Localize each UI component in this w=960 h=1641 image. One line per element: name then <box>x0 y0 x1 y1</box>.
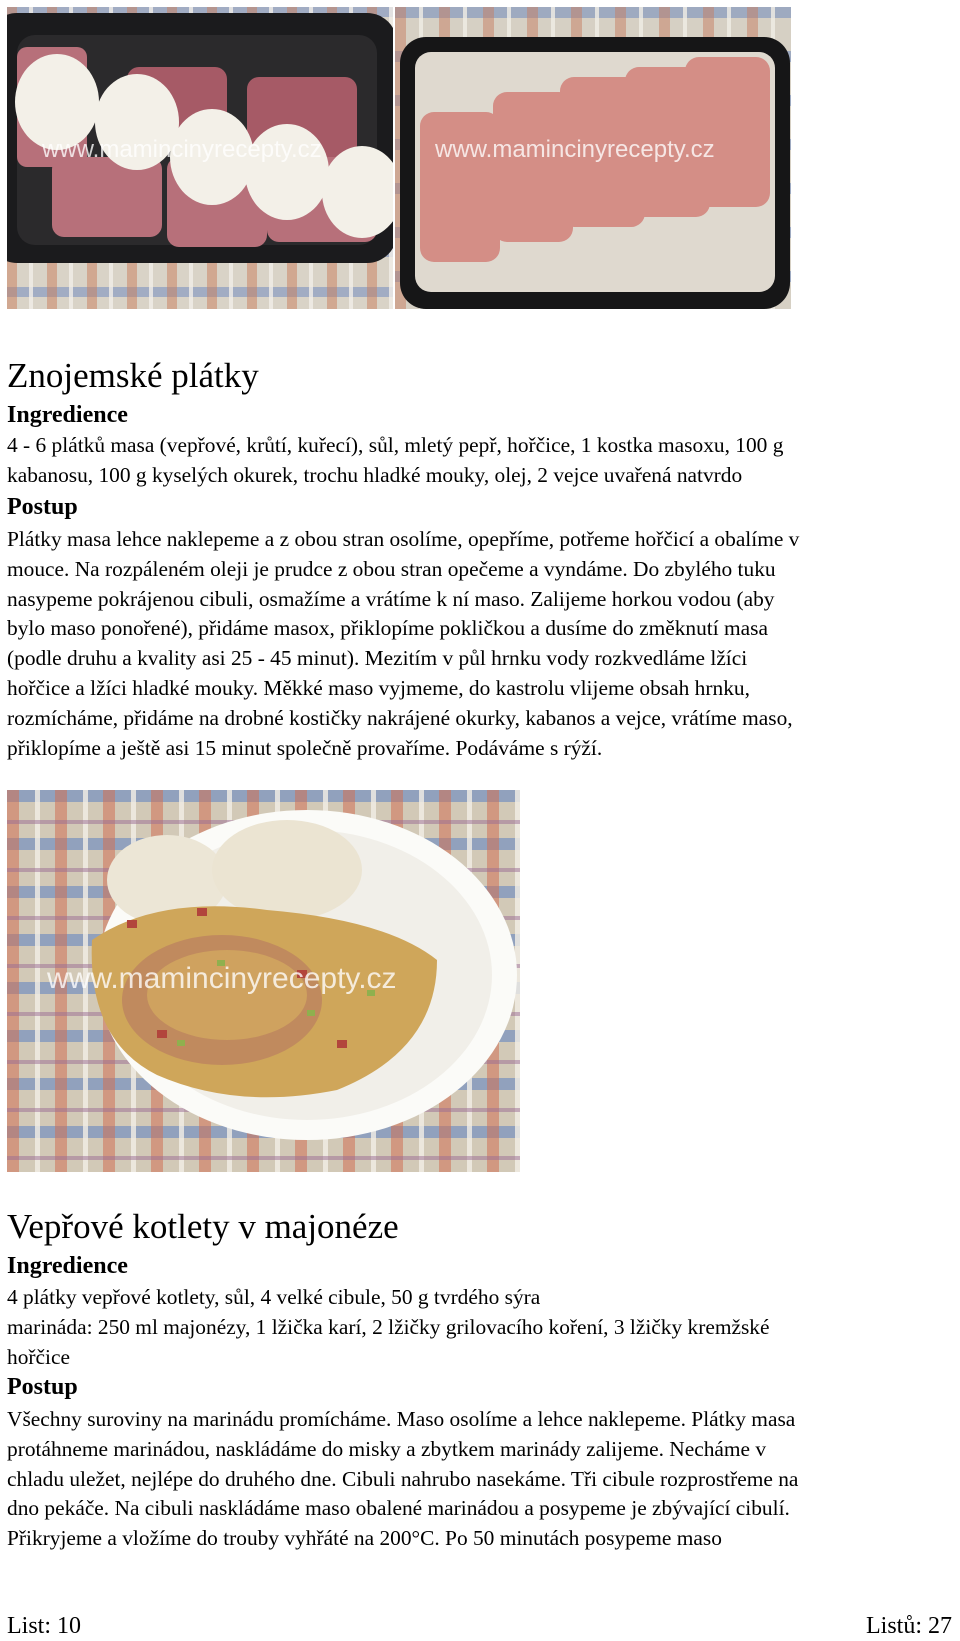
photo-watermark: www.mamincinyrecepty.cz <box>435 136 715 163</box>
ingredients-line: 4 - 6 plátků masa (vepřové, krůtí, kuřecí), sůl, mletý pepř, hořčice, 1 kostka masoxu, 100 g <box>7 433 784 457</box>
plated-dish-photo <box>7 790 520 1172</box>
procedure-line: chladu uležet, nejlépe do druhého dne. Cibuli nahrubo nasekáme. Tři cibule rozprostřeme na <box>7 1466 799 1491</box>
recipe-title: Vepřové kotlety v majonéze <box>7 1207 399 1246</box>
ingredients-text <box>7 431 959 491</box>
procedure-line: dno pekáče. Na cibuli naskládáme maso obalené marinádou a posypeme je zbývající cibulí. <box>7 1496 790 1521</box>
procedure-line: přiklopíme a ještě asi 15 minut společně provaříme. Podáváme s rýží. <box>7 735 603 760</box>
recipe-title: Znojemské plátky <box>7 356 259 395</box>
seasoned-pork-slices-photo <box>395 7 791 309</box>
procedure-line: Plátky masa lehce naklepeme a z obou stran osolíme, opepříme, potřeme hořčicí a obalíme v <box>7 527 800 551</box>
page-number: List: 10 <box>7 1613 82 1639</box>
procedure-line: Všechny suroviny na marinádu promícháme. Maso osolíme a lehce naklepeme. Plátky masa <box>7 1407 796 1431</box>
procedure-text <box>7 525 959 763</box>
ingredients-text <box>7 1283 959 1372</box>
photo-watermark: www.mamincinyrecepty.cz <box>42 136 322 163</box>
ingredients-line: hořčice <box>7 1344 70 1369</box>
procedure-line: Přikryjeme a vložíme do trouby vyhřáté na 200°C. Po 50 minutách posypeme maso <box>7 1526 722 1551</box>
procedure-line: hořčice a lžíci hladké mouky. Měkké maso vyjmeme, do kastrolu vlijeme obsah hrnku, <box>7 675 750 700</box>
ingredients-heading: Ingredience <box>7 402 128 428</box>
ingredients-line: kabanosu, 100 g kyselých okurek, trochu hladké mouky, olej, 2 vejce uvařená natvrdo <box>7 462 743 487</box>
ingredients-line: marináda: 250 ml majonézy, 1 lžička karí, 2 lžičky grilovacího koření, 3 lžičky kremžské <box>7 1314 770 1339</box>
procedure-heading: Postup <box>7 494 78 520</box>
procedure-text <box>7 1405 959 1554</box>
ingredients-heading: Ingredience <box>7 1253 128 1279</box>
ingredients-line: 4 plátky vepřové kotlety, sůl, 4 velké cibule, 50 g tvrdého sýra <box>7 1285 541 1309</box>
procedure-line: (podle druhu a kvality asi 25 - 45 minut). Mezitím v půl hrnku vody rozkvedláme lžíci <box>7 646 748 671</box>
procedure-line: rozmícháme, přidáme na drobné kostičky nakrájené okurky, kabanos a vejce, vrátíme maso, <box>7 705 793 730</box>
procedure-line: mouce. Na rozpáleném oleji je prudce z obou stran opečeme a vyndáme. Do zbylého tuku <box>7 556 776 581</box>
procedure-line: protáhneme marinádou, naskládáme do misky a zbytkem marinády zalijeme. Necháme v <box>7 1436 767 1461</box>
photo-watermark: www.mamincinyrecepty.cz <box>47 962 397 995</box>
procedure-line: bylo maso ponořené), přidáme masox, přiklopíme pokličkou a dusíme do změknutí masa <box>7 616 768 641</box>
procedure-heading: Postup <box>7 1374 78 1400</box>
meat-with-onions-photo <box>7 7 393 309</box>
procedure-line: nasypeme pokrájenou cibuli, osmažíme a vrátíme k ní maso. Zalijeme horkou vodou (aby <box>7 586 775 611</box>
total-pages: Listů: 27 <box>865 1613 952 1639</box>
